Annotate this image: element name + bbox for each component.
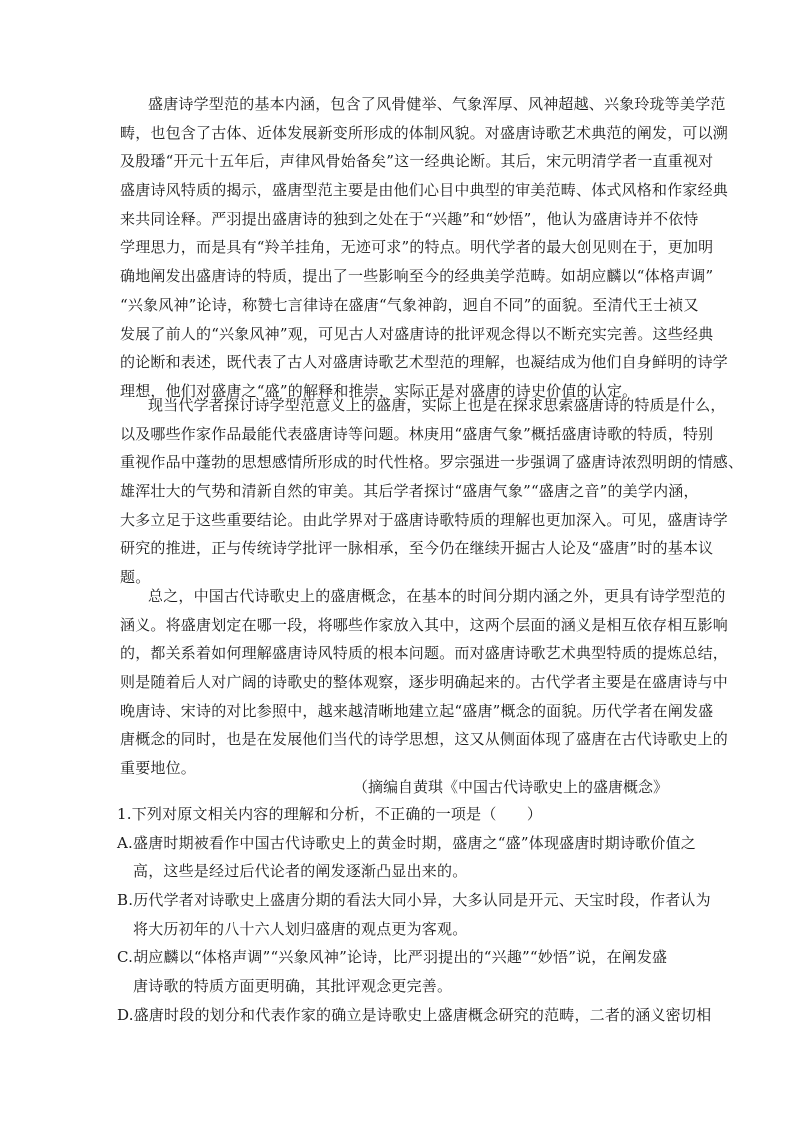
question-block: [117, 800, 712, 1030]
paragraph-line: 来共同诠释。严羽提出盛唐诗的独到之处在于“兴趣”和“妙悟”，他认为盛唐诗并不依恃: [120, 209, 699, 228]
paragraph-line: 总之，中国古代诗歌史上的盛唐概念，在基本的时间分期内涵之外，更具有诗学型范的: [148, 587, 726, 605]
paragraph-line: 畴，也包含了古体、近体发展新变所形成的体制风貌。对盛唐诗歌艺术典范的阐发，可以溯: [120, 123, 729, 142]
article-paragraph-1: [120, 90, 729, 406]
paragraph-line: 大多立足于这些重要结论。由此学界对于盛唐诗歌特质的理解也更加深入。可见，盛唐诗学: [120, 510, 729, 529]
paragraph-line: 则是随着后人对广阔的诗歌史的整体观察，逐步明确起来的。古代学者主要是在盛唐诗与中: [120, 673, 729, 692]
paragraph-line: 的论断和表述，既代表了古人对盛唐诗歌艺术型范的理解，也凝结成为他们自身鲜明的诗学: [120, 353, 729, 372]
question-stem: 1.下列对原文相关内容的理解和分析，不正确的一项是（ ）: [117, 805, 543, 823]
paragraph-line: 唐概念的同时，也是在发展他们当代的诗学思想，这又从侧面体现了盛唐在古代诗歌史上的: [120, 730, 729, 749]
option-c-line: 唐诗歌的特质方面更明确，其批评观念更完善。: [133, 977, 453, 996]
option-c-line: C.胡应麟以“体格声调”“兴象风神”论诗，比严羽提出的“兴趣”“妙悟”说，在阐发盛: [117, 948, 668, 967]
paragraph-line: 发展了前人的“兴象风神”观，可见古人对盛唐诗的批评观念得以不断充实完善。这些经典: [120, 324, 714, 343]
paragraph-line: 确地阐发出盛唐诗的特质，提出了一些影响至今的经典美学范畴。如胡应麟以“体格声调”: [120, 267, 714, 286]
option-b-line: 将大历初年的八十六人划归盛唐的观点更为客观。: [133, 919, 468, 938]
article-source: （摘编自黄琪《中国古代诗歌史上的盛唐概念》: [352, 778, 668, 796]
paragraph-line: 题。: [120, 568, 151, 587]
paragraph-line: 研究的推进，正与传统诗学批评一脉相承，至今仍在继续开掘古人论及“盛唐”时的基本议: [120, 539, 714, 558]
paragraph-line: 及殷璠“开元十五年后，声律风骨始备矣”这一经典论断。其后，宋元明清学者一直重视对: [120, 152, 714, 171]
paragraph-line: 理想，他们对盛唐之“盛”的解释和推崇，实际正是对盛唐的诗史价值的认定。: [120, 381, 638, 400]
paragraph-line: 涵义。将盛唐划定在哪一段，将哪些作家放入其中，这两个层面的涵义是相互依存相互影响: [120, 615, 729, 634]
paragraph-line: 现当代学者探讨诗学型范意义上的盛唐，实际上也是在探求思索盛唐诗的特质是什么，: [148, 396, 726, 414]
option-a-line: A.盛唐时期被看作中国古代诗歌史上的黄金时期，盛唐之“盛”体现盛唐时期诗歌价值之: [117, 833, 696, 852]
option-d-line: D.盛唐时段的划分和代表作家的确立是诗歌史上盛唐概念研究的范畴，二者的涵义密切相: [117, 1005, 712, 1024]
article-paragraph-3: [120, 582, 729, 783]
option-a-line: 高，这些是经过后代论者的阐发逐渐凸显出来的。: [133, 862, 468, 881]
option-b-line: B.历代学者对诗歌史上盛唐分期的看法大同小异，大多认同是开元、天宝时段，作者认为: [117, 891, 711, 910]
paragraph-line: 晚唐诗、宋诗的对比参照中，越来越清晰地建立起“盛唐”概念的面貌。历代学者在阐发盛: [120, 701, 714, 720]
paragraph-line: 以及哪些作家作品最能代表盛唐诗等问题。林庚用“盛唐气象”概括盛唐诗歌的特质，特别: [120, 424, 714, 443]
paragraph-line: 的，都关系着如何理解盛唐诗风特质的根本问题。而对盛唐诗歌艺术典型特质的提炼总结，: [120, 644, 729, 663]
paragraph-line: “兴象风神”论诗，称赞七言律诗在盛唐“气象神韵，迥自不同”的面貌。至清代王士祯又: [120, 295, 699, 314]
paragraph-line: 盛唐诗学型范的基本内涵，包含了风骨健举、气象浑厚、风神超越、兴象玲珑等美学范: [148, 95, 726, 113]
paragraph-line: 雄浑壮大的气势和清新自然的审美。其后学者探讨“盛唐气象”“盛唐之音”的美学内涵，: [120, 482, 699, 501]
paragraph-line: 重视作品中蓬勃的思想感情所形成的时代性格。罗宗强进一步强调了盛唐诗浓烈明朗的情感、: [120, 453, 744, 472]
paragraph-line: 学理思力，而是具有“羚羊挂角，无迹可求”的特点。明代学者的最大创见则在于，更加明: [120, 238, 714, 257]
article-paragraph-2: [120, 391, 744, 592]
paragraph-line: 盛唐诗风特质的揭示，盛唐型范主要是由他们心目中典型的审美范畴、体式风格和作家经典: [120, 181, 729, 200]
paragraph-line: 重要地位。: [120, 759, 197, 778]
